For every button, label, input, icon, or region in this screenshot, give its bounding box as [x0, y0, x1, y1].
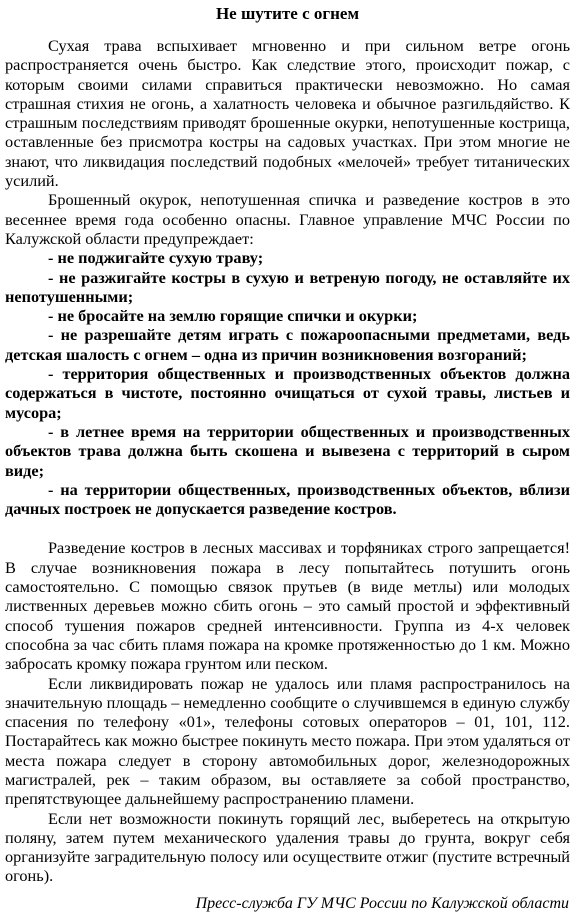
section-gap — [5, 518, 570, 538]
safety-rule: - в летнее время на территории общественных и производственных объектов трава должна быть скошена и вывезена с территорий в сыром виде; — [5, 421, 570, 480]
safety-rule: - не бросайте на землю горящие спички и окурки; — [48, 306, 418, 326]
intro-paragraph: Сухая трава вспыхивает мгновенно и при сильном ветре огонь распространяется очень быстро. Как следствие этого, происходит пожар, с которым своими силами справиться практически невозможно. Но самая страшная стихия не огонь, а халатность человека и обычное разгильдяйство. К страшным последствиям приводят брошенные окурки, непотушенные кострища, оставленные без присмотра костры на садовых участках. При этом многие не знают, что ликвидация последствий подобных «мелочей» требует титанических усилий. — [5, 36, 570, 191]
safety-rule: - не разжигайте костры в сухую и ветреную погоду, не оставляйте их непотушенными; — [5, 267, 570, 306]
document-title: Не шутите с огнем — [215, 4, 360, 23]
safety-rule: - не поджигайте сухую траву; — [48, 248, 264, 268]
safety-rules-list — [5, 248, 570, 518]
body-paragraph: Разведение костров в лесных массивах и торфяниках строго запрещается! В случае возникновения пожара в лесу попытайтесь потушить огонь самостоятельно. С помощью связок прутьев (в виде метлы) или молодых лиственных деревьев можно сбить огонь – это самый простой и эффективный способ тушения пожаров средней интенсивности. Группа из 4-х человек способна за час сбить пламя пожара на кромке протяженностью до 1 км. Можно забросать кромку пожара грунтом или песком. — [5, 538, 570, 674]
safety-rule: - территория общественных и производственных объектов должна содержаться в чистоте, постоянно очищаться от сухой травы, листьев и мусора; — [5, 364, 570, 422]
document-page — [5, 4, 570, 886]
intro-paragraph: Брошенный окурок, непотушенная спичка и разведение костров в это весеннее время года особенно опасны. Главное управление МЧС России по Калужской области предупреждает: — [5, 190, 570, 248]
press-service-signature: Пресс-служба ГУ МЧС России по Калужской области — [195, 895, 569, 912]
safety-rule: - на территории общественных, производственных объектов, вблизи дачных построек не допускается разведение костров. — [5, 479, 570, 519]
body-paragraph: Если ликвидировать пожар не удалось или пламя распространилось на значительную площадь – немедленно сообщите о случившемся в единую службу спасения по телефону «01», телефоны сотовых операторов – 01, 101, 112. Постарайтесь как можно быстрее покинуть место пожара. При этом удаляться от места пожара следует в сторону автомобильных дорог, железнодорожных магистралей, рек – таким образом, вы оставляете за собой пространство, препятствующее дальнейшему распространению пламени. — [5, 673, 570, 809]
safety-rule: - не разрешайте детям играть с пожароопасными предметами, ведь детская шалость с огнем – одна из причин возникновения возгораний; — [5, 325, 570, 364]
body-paragraph: Если нет возможности покинуть горящий лес, выберетесь на открытую поляну, затем путем механического удаления травы до грунта, вокруг себя организуйте заградительную полосу или осуществите отжиг (пустите встречный огонь). — [5, 808, 570, 886]
